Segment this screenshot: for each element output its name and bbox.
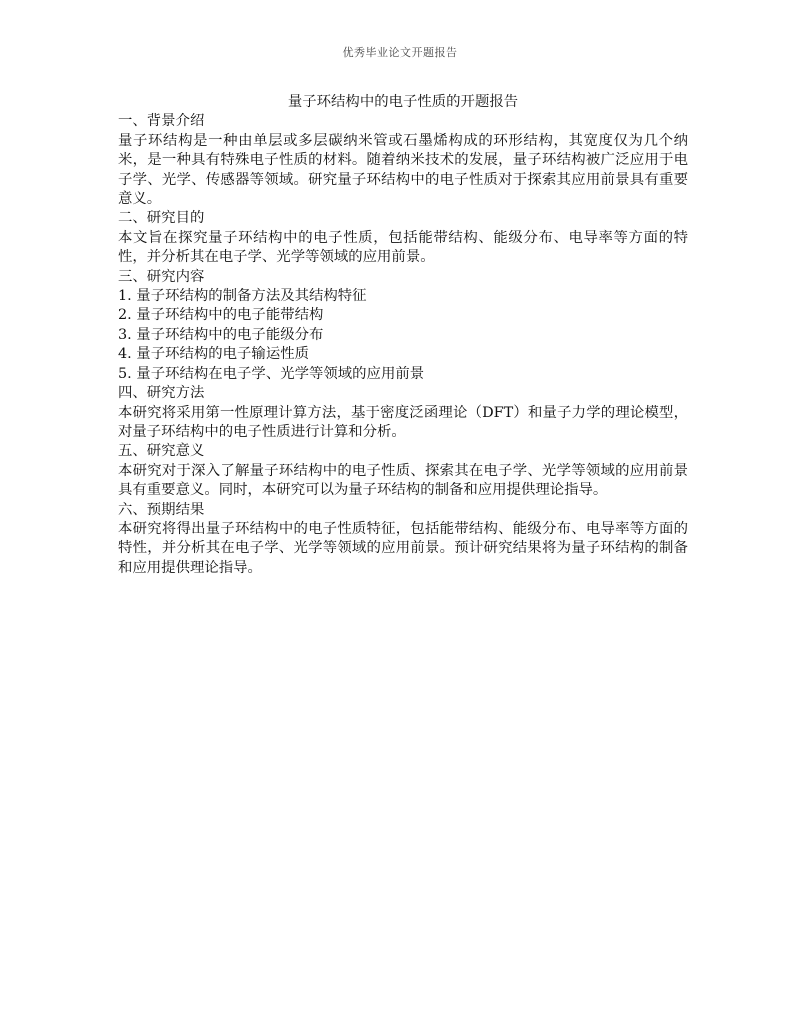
list-item: 2. 量子环结构中的电子能带结构 (118, 307, 324, 324)
page-header: 优秀毕业论文开题报告 (342, 46, 458, 59)
section-heading-expected: 六、预期结果 (118, 501, 205, 518)
list-item: 4. 量子环结构的电子输运性质 (118, 346, 309, 363)
section-body-purpose: 本文旨在探究量子环结构中的电子性质，包括能带结构、能级分布、电导率等方面的特性，并分析其在电子学、光学等领域的应用前景。 (118, 229, 688, 266)
section-heading-purpose: 二、研究目的 (118, 210, 205, 227)
list-item: 1. 量子环结构的制备方法及其结构特征 (118, 288, 367, 305)
document-title: 量子环结构中的电子性质的开题报告 (287, 94, 519, 110)
list-item: 3. 量子环结构中的电子能级分布 (118, 326, 324, 343)
section-heading-content: 三、研究内容 (118, 268, 205, 285)
section-heading-methods: 四、研究方法 (118, 385, 205, 402)
section-heading-significance: 五、研究意义 (118, 443, 205, 460)
section-body-methods: 本研究将采用第一性原理计算方法，基于密度泛函理论（DFT）和量子力学的理论模型，对量子环结构中的电子性质进行计算和分析。 (118, 404, 688, 440)
section-heading-background: 一、背景介绍 (118, 113, 205, 130)
section-body-background: 量子环结构是一种由单层或多层碳纳米管或石墨烯构成的环形结构，其宽度仅为几个纳米，是一种具有特殊电子性质的材料。随着纳米技术的发展，量子环结构被广泛应用于电子学、光学、传感器等领域。研究量子环结构中的电子性质对于探索其应用前景具有重要意义。 (118, 132, 688, 208)
research-content-list (118, 287, 688, 384)
section-body-expected: 本研究将得出量子环结构中的电子性质特征，包括能带结构、能级分布、电导率等方面的特性，并分析其在电子学、光学等领域的应用前景。预计研究结果将为量子环结构的制备和应用提供理论指导。 (118, 520, 688, 576)
list-item: 5. 量子环结构在电子学、光学等领域的应用前景 (118, 365, 425, 382)
document-body (118, 93, 688, 578)
section-body-significance: 本研究对于深入了解量子环结构中的电子性质、探索其在电子学、光学等领域的应用前景具有重要意义。同时，本研究可以为量子环结构的制备和应用提供理论指导。 (118, 462, 688, 499)
